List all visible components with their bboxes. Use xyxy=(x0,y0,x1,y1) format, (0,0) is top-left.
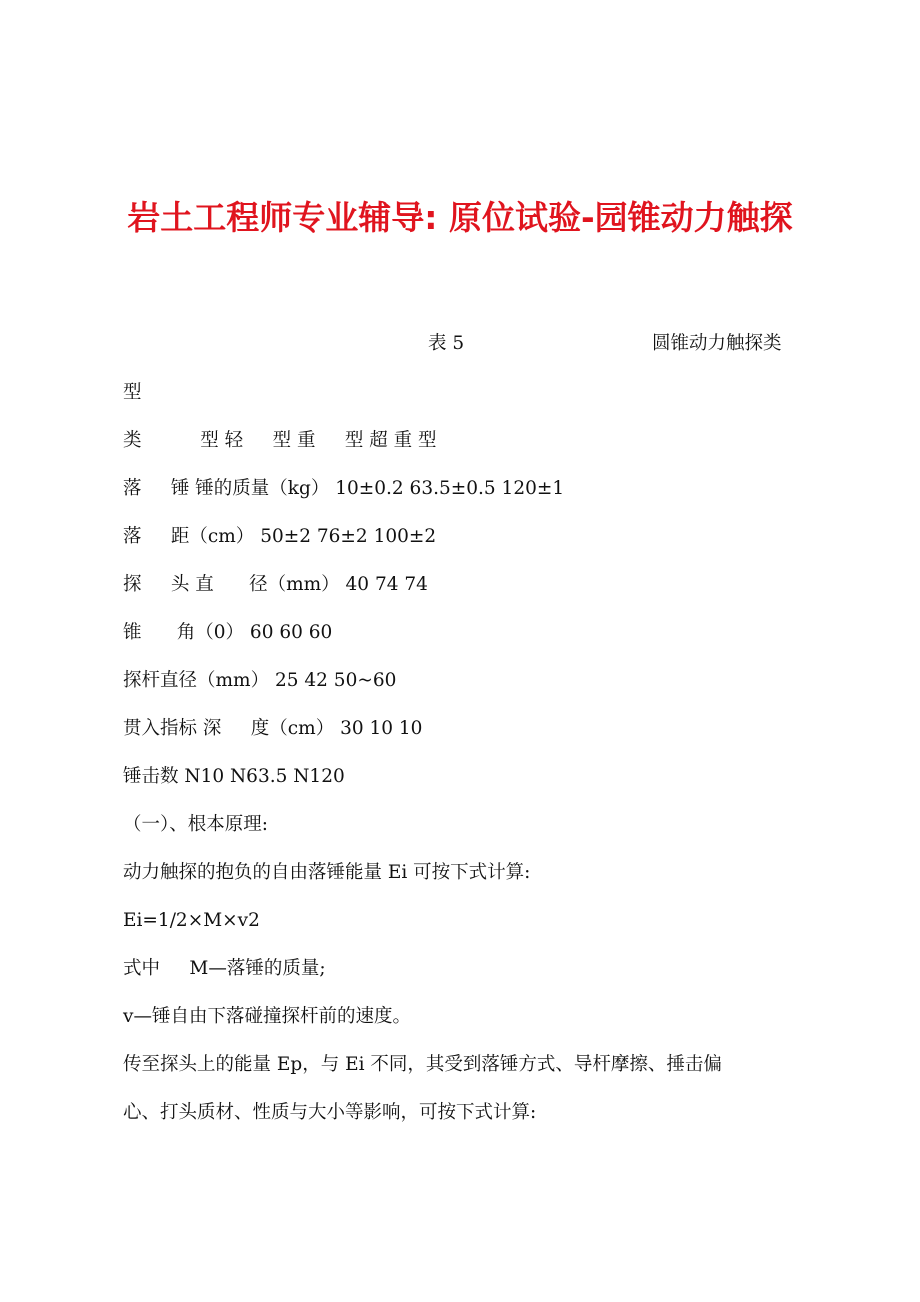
section-heading-principle: （一）、根本原理: xyxy=(123,814,268,835)
table-row-rod-diameter: 探杆直径（mm） 25 42 50~60 xyxy=(123,670,397,691)
table-row-cone-angle: 锥 角（0） 60 60 60 xyxy=(123,622,333,643)
text-line-type-continuation: 型 xyxy=(123,382,142,403)
table-row-blow-count: 锤击数 N10 N63.5 N120 xyxy=(123,766,345,787)
table-caption-name: 圆锥动力触探类 xyxy=(652,333,782,354)
table-caption-label: 表 5 xyxy=(428,333,465,354)
formula-line: Ei=1/2×M×v2 xyxy=(123,910,260,931)
table-row-drop-distance: 落 距（cm） 50±2 76±2 100±2 xyxy=(123,526,437,547)
paragraph-line: 心、打头质材、性质与大小等影响，可按下式计算: xyxy=(123,1102,537,1123)
table-row-probe-diameter: 探 头 直 径（mm） 40 74 74 xyxy=(123,574,428,595)
paragraph-line: v—锤自由下落碰撞探杆前的速度。 xyxy=(123,1006,411,1027)
document-title: 岩土工程师专业辅导: 原位试验-园锥动力触探 xyxy=(127,198,793,237)
table-row-penetration-depth: 贯入指标 深 度（cm） 30 10 10 xyxy=(123,718,423,739)
table-row-category: 类 型 轻 型 重 型 超 重 型 xyxy=(123,430,437,451)
table-row-hammer-mass: 落 锤 锤的质量（kg） 10±0.2 63.5±0.5 120±1 xyxy=(123,478,565,499)
paragraph-line: 式中 M—落锤的质量; xyxy=(123,958,326,979)
paragraph-line: 动力触探的抱负的自由落锤能量 Ei 可按下式计算: xyxy=(123,862,531,883)
paragraph-line: 传至探头上的能量 Ep，与 Ei 不同，其受到落锤方式、导杆摩擦、捶击偏 xyxy=(123,1054,722,1075)
